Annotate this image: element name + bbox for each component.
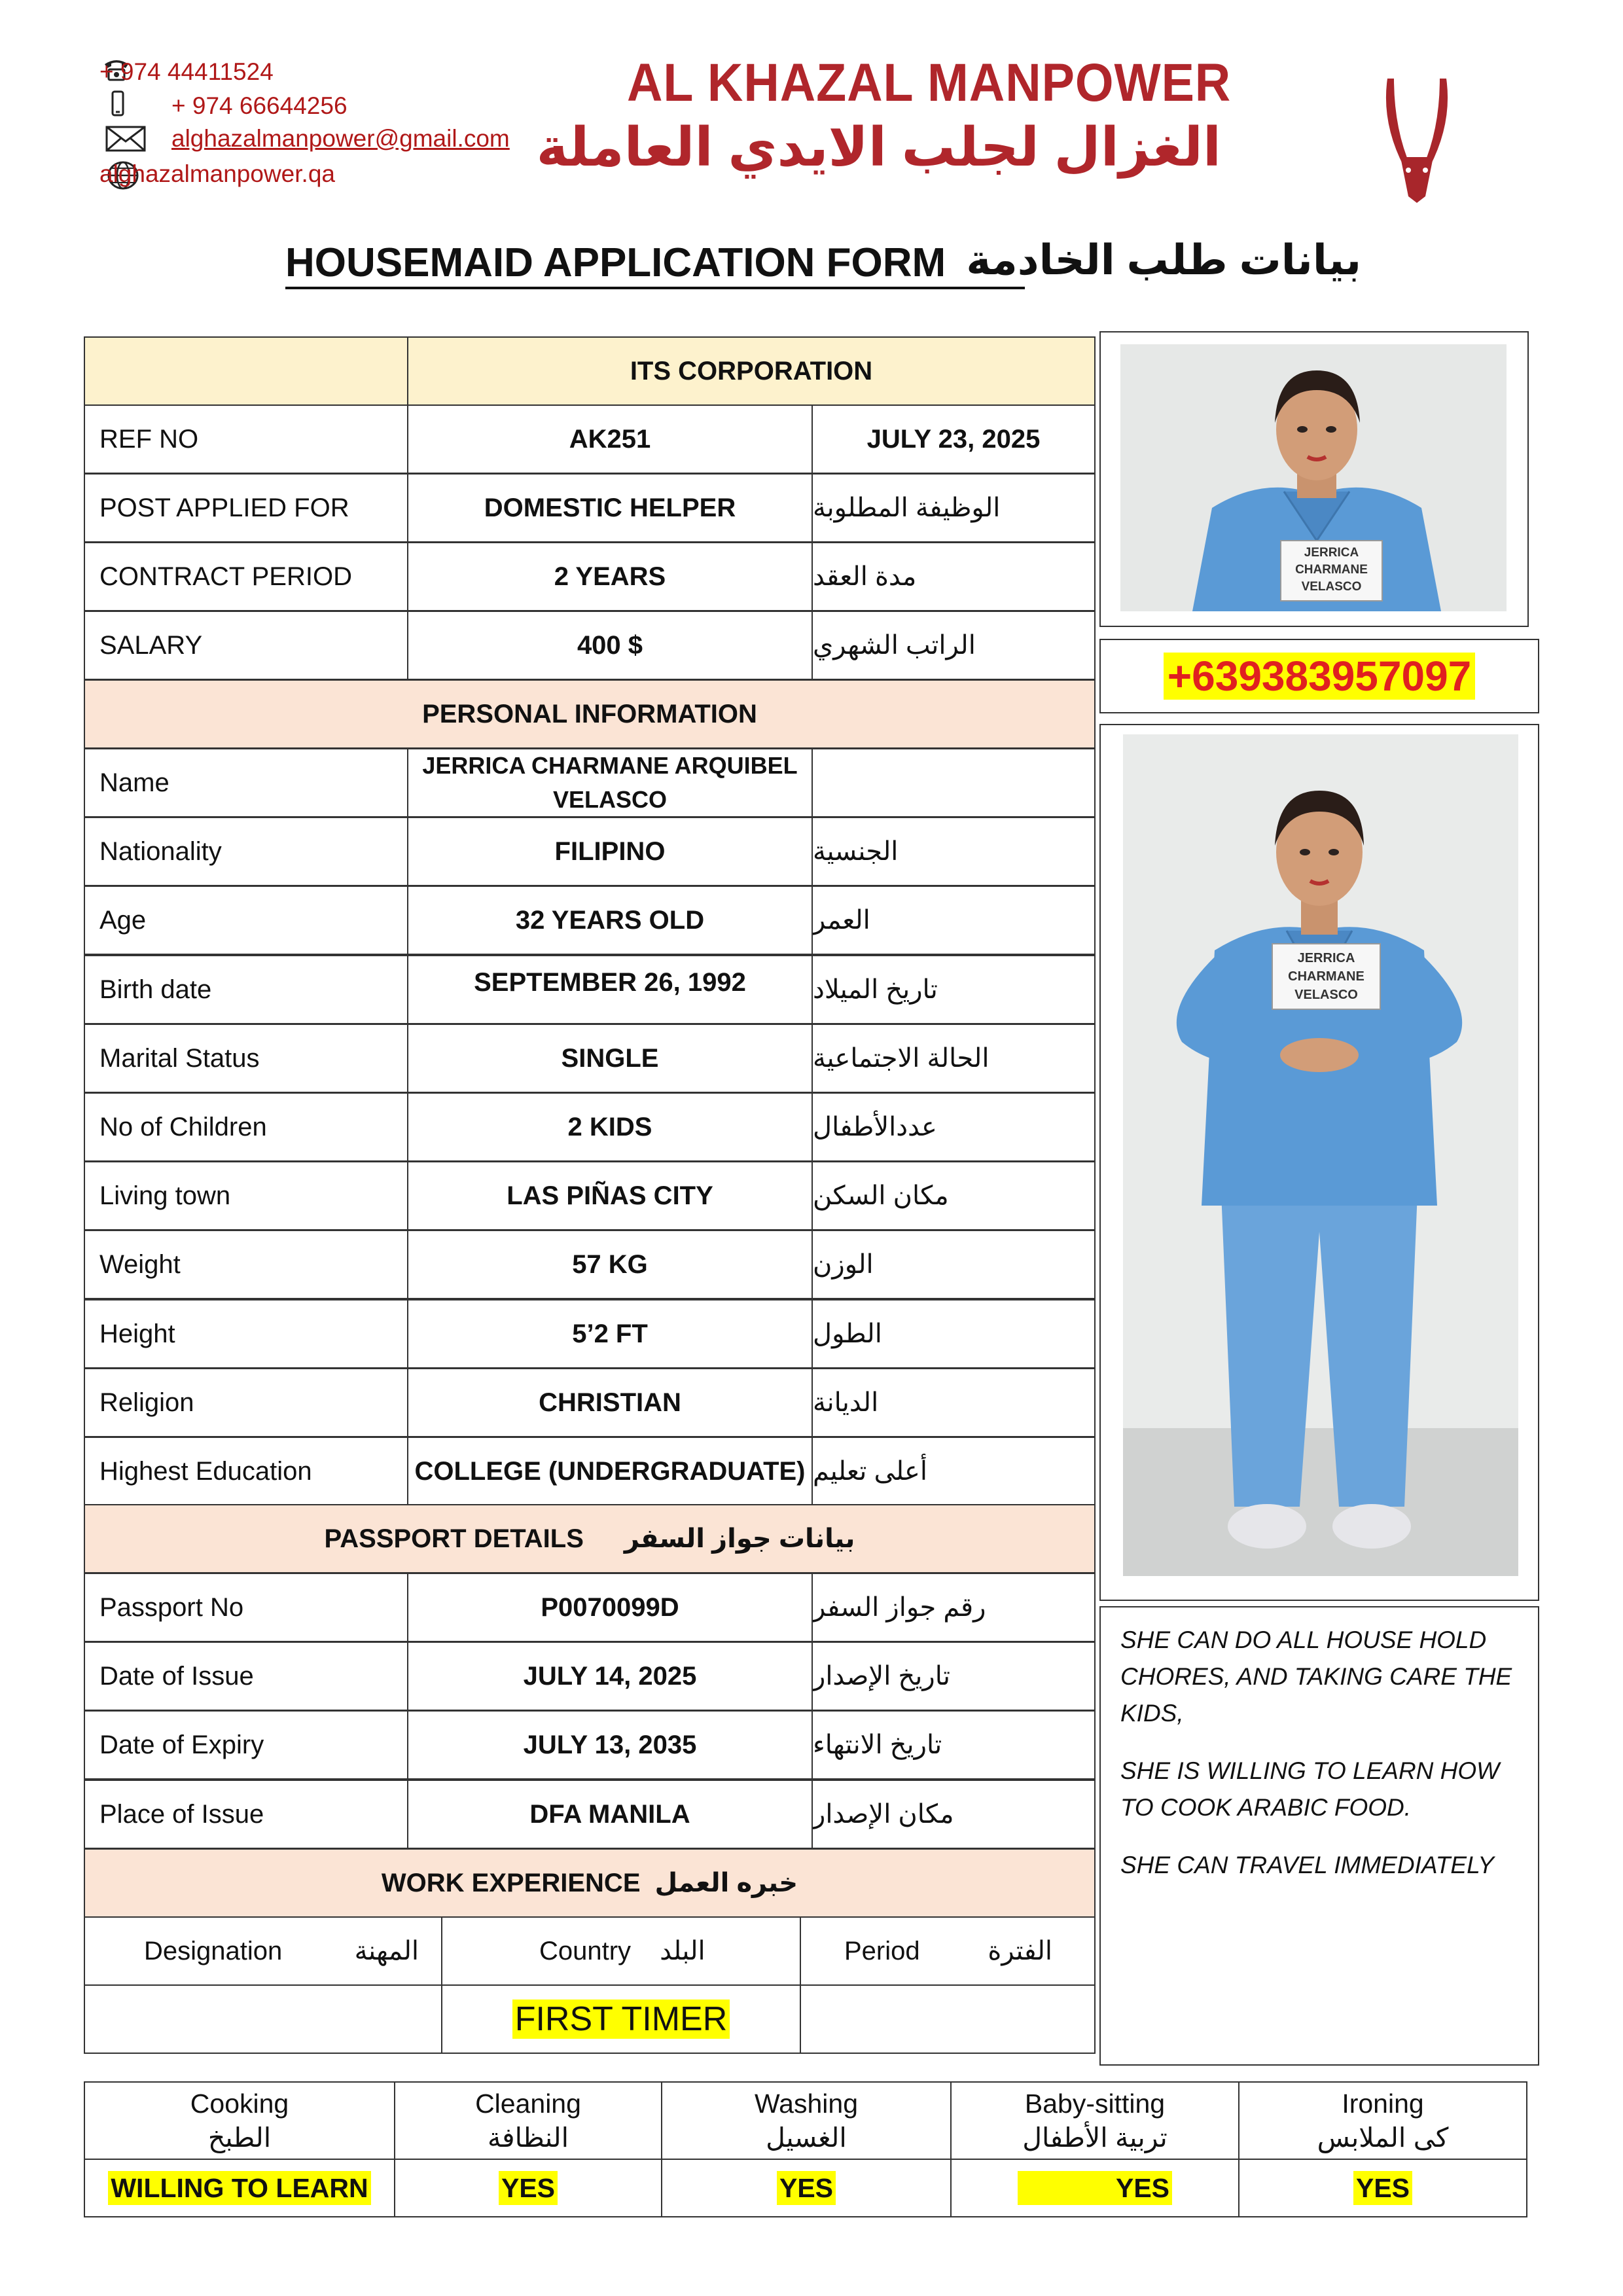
form-title-en: HOUSEMAID APPLICATION FORM bbox=[285, 240, 946, 285]
contact-block bbox=[0, 0, 589, 209]
passport-row-value: P0070099D bbox=[407, 1573, 813, 1642]
portrait-badge-line3: VELASCO bbox=[1301, 580, 1362, 594]
personal-row-label-ar: أعلى تعليم bbox=[812, 1437, 1096, 1506]
skill-header bbox=[661, 2081, 952, 2160]
work-col-period bbox=[800, 1916, 1096, 1986]
passport-row-label: Passport No bbox=[84, 1573, 408, 1642]
work-col-period-en: Period bbox=[844, 1936, 920, 1965]
personal-row-label: Weight bbox=[84, 1230, 408, 1299]
work-col-country-en: Country bbox=[539, 1936, 632, 1965]
personal-row-label-ar: تاريخ الميلاد bbox=[812, 955, 1096, 1024]
personal-row-label-ar: الوزن bbox=[812, 1230, 1096, 1299]
brand-name-ar: الغزال لجلب الايدي العاملة bbox=[536, 118, 1221, 177]
fullbody-badge-line1: JERRICA bbox=[1297, 951, 1355, 965]
work-col-designation bbox=[84, 1916, 442, 1986]
skill-value: YES bbox=[777, 2171, 836, 2205]
passport-row-label-ar: مكان الإصدار bbox=[812, 1780, 1096, 1849]
personal-row-label: Birth date bbox=[84, 955, 408, 1024]
passport-row-value: JULY 13, 2035 bbox=[407, 1710, 813, 1780]
work-header-ar: خبره العمل bbox=[654, 1869, 798, 1897]
ref-date: JULY 23, 2025 bbox=[812, 404, 1096, 474]
skill-name-ar: الطبخ bbox=[207, 2123, 272, 2153]
skill-name-ar: تربية الأطفال bbox=[1022, 2123, 1168, 2153]
skill-header bbox=[950, 2081, 1240, 2160]
passport-details-header bbox=[84, 1504, 1096, 1573]
fullbody-badge-line2: CHARMANE bbox=[1288, 969, 1364, 984]
personal-row-label: Highest Education bbox=[84, 1437, 408, 1506]
personal-row-label-ar: الحالة الاجتماعية bbox=[812, 1024, 1096, 1093]
portrait-name-badge bbox=[1282, 545, 1381, 596]
skill-header bbox=[394, 2081, 662, 2160]
personal-info-header: PERSONAL INFORMATION bbox=[84, 679, 1096, 749]
contact-phone-number[interactable]: +639383957097 bbox=[1164, 653, 1476, 700]
job-row-label: CONTRACT PERIOD bbox=[84, 542, 408, 611]
landline-number: + 974 44411524 bbox=[99, 58, 274, 85]
personal-row-value: JERRICA CHARMANE ARQUIBEL VELASCO bbox=[407, 748, 813, 817]
passport-row-value: JULY 14, 2025 bbox=[407, 1641, 813, 1711]
applicant-notes bbox=[1099, 1606, 1539, 2066]
skill-name-en: Baby-sitting bbox=[1024, 2089, 1166, 2119]
personal-row-value: SEPTEMBER 26, 1992 bbox=[407, 955, 813, 1024]
title-underline bbox=[285, 287, 1025, 289]
portrait-badge-line1: JERRICA bbox=[1304, 546, 1359, 560]
passport-header-ar: بيانات جواز السفر bbox=[624, 1524, 855, 1553]
personal-row-label: Living town bbox=[84, 1161, 408, 1230]
personal-row-value: 5’2 FT bbox=[407, 1299, 813, 1369]
form-title-ar: بيانات طلب الخادمة bbox=[966, 236, 1361, 283]
personal-row-value: 32 YEARS OLD bbox=[407, 886, 813, 955]
job-row-label-ar: مدة العقد bbox=[812, 542, 1096, 611]
job-row-value: 400 $ bbox=[407, 611, 813, 680]
email-link[interactable]: alghazalmanpower@gmail.com bbox=[171, 125, 510, 152]
passport-row-label-ar: رقم جواز السفر bbox=[812, 1573, 1096, 1642]
personal-row-label: Height bbox=[84, 1299, 408, 1369]
note-travel: SHE CAN TRAVEL IMMEDIATELY bbox=[1120, 1852, 1494, 1878]
work-col-period-ar: الفترة bbox=[988, 1937, 1052, 1965]
personal-row-label-ar: الطول bbox=[812, 1299, 1096, 1369]
note-cooking: SHE IS WILLING TO LEARN HOW TO COOK ARABIC FOOD. bbox=[1120, 1757, 1500, 1821]
job-row-value: DOMESTIC HELPER bbox=[407, 473, 813, 543]
personal-row-label-ar: العمر bbox=[812, 886, 1096, 955]
personal-row-label: Age bbox=[84, 886, 408, 955]
skill-name-ar: کی الملابس bbox=[1317, 2123, 1449, 2153]
personal-row-label-ar: عددالأطفال bbox=[812, 1092, 1096, 1162]
skill-name-ar: النظافة bbox=[488, 2123, 569, 2153]
personal-row-label: Nationality bbox=[84, 817, 408, 886]
personal-row-value: FILIPINO bbox=[407, 817, 813, 886]
personal-row-label: Religion bbox=[84, 1368, 408, 1437]
passport-row-label: Date of Expiry bbox=[84, 1710, 408, 1780]
work-value-country bbox=[441, 1984, 801, 2054]
work-col-country-ar: البلد bbox=[660, 1937, 705, 1965]
skill-value-cell bbox=[394, 2159, 662, 2217]
first-timer-label: FIRST TIMER bbox=[512, 2000, 730, 2039]
personal-row-value: SINGLE bbox=[407, 1024, 813, 1093]
envelope-icon bbox=[105, 124, 147, 153]
corporation-spacer bbox=[84, 336, 408, 406]
work-value-period bbox=[800, 1984, 1096, 2054]
personal-row-label-ar: مكان السكن bbox=[812, 1161, 1096, 1230]
skill-value: YES bbox=[1018, 2171, 1172, 2205]
passport-row-label: Place of Issue bbox=[84, 1780, 408, 1849]
note-household: SHE CAN DO ALL HOUSE HOLD CHORES, AND TAKING CARE THE KIDS, bbox=[1120, 1626, 1512, 1727]
fullbody-badge-line3: VELASCO bbox=[1294, 988, 1358, 1002]
mobile-number: + 974 66644256 bbox=[171, 92, 348, 119]
skill-header bbox=[84, 2081, 395, 2160]
skill-name-en: Ironing bbox=[1342, 2089, 1424, 2119]
personal-row-value: 2 KIDS bbox=[407, 1092, 813, 1162]
passport-row-label-ar: تاريخ الإصدار bbox=[812, 1641, 1096, 1711]
corporation-name: ITS CORPORATION bbox=[407, 336, 1096, 406]
skill-value: YES bbox=[499, 2171, 558, 2205]
job-row-label: POST APPLIED FOR bbox=[84, 473, 408, 543]
personal-row-label: Marital Status bbox=[84, 1024, 408, 1093]
portrait-badge-line2: CHARMANE bbox=[1295, 563, 1368, 577]
job-row-label-ar: الوظيفة المطلوبة bbox=[812, 473, 1096, 543]
fullbody-photo bbox=[1123, 734, 1518, 1576]
gazelle-logo-icon bbox=[1374, 72, 1459, 203]
work-col-designation-ar: المهنة bbox=[354, 1937, 419, 1965]
work-col-country bbox=[441, 1916, 801, 1986]
job-row-value: 2 YEARS bbox=[407, 542, 813, 611]
ref-label: REF NO bbox=[84, 404, 408, 474]
skill-value-cell bbox=[84, 2159, 395, 2217]
website-link[interactable]: alghazalmanpower.qa bbox=[99, 160, 335, 187]
passport-row-label: Date of Issue bbox=[84, 1641, 408, 1711]
skill-value-cell bbox=[1238, 2159, 1527, 2217]
fullbody-name-badge bbox=[1274, 949, 1379, 1004]
skill-value-cell bbox=[661, 2159, 952, 2217]
job-row-label: SALARY bbox=[84, 611, 408, 680]
passport-row-value: DFA MANILA bbox=[407, 1780, 813, 1849]
personal-row-label-ar bbox=[812, 748, 1096, 817]
passport-header-en: PASSPORT DETAILS bbox=[324, 1524, 584, 1553]
mobile-icon bbox=[105, 89, 131, 118]
work-experience-header bbox=[84, 1848, 1096, 1918]
personal-row-label: Name bbox=[84, 748, 408, 817]
work-col-designation-en: Designation bbox=[144, 1936, 283, 1965]
personal-row-value: LAS PIÑAS CITY bbox=[407, 1161, 813, 1230]
skill-header bbox=[1238, 2081, 1527, 2160]
personal-row-label: No of Children bbox=[84, 1092, 408, 1162]
work-header-en: WORK EXPERIENCE bbox=[381, 1868, 641, 1897]
personal-row-value: COLLEGE (UNDERGRADUATE) bbox=[407, 1437, 813, 1506]
work-value-designation bbox=[84, 1984, 442, 2054]
job-row-label-ar: الراتب الشهري bbox=[812, 611, 1096, 680]
contact-phone-box bbox=[1099, 639, 1539, 713]
skill-name-en: Cooking bbox=[190, 2089, 289, 2119]
passport-row-label-ar: تاريخ الانتهاء bbox=[812, 1710, 1096, 1780]
portrait-photo bbox=[1120, 344, 1507, 611]
personal-row-value: CHRISTIAN bbox=[407, 1368, 813, 1437]
personal-row-label-ar: الجنسية bbox=[812, 817, 1096, 886]
skill-value: YES bbox=[1353, 2171, 1412, 2205]
ref-value: AK251 bbox=[407, 404, 813, 474]
skill-value: WILLING TO LEARN bbox=[108, 2171, 370, 2205]
skill-name-en: Cleaning bbox=[475, 2089, 581, 2119]
brand-name-en: AL KHAZAL MANPOWER bbox=[627, 53, 1232, 113]
personal-row-value: 57 KG bbox=[407, 1230, 813, 1299]
skill-name-en: Washing bbox=[755, 2089, 858, 2119]
skill-value-cell bbox=[950, 2159, 1240, 2217]
skill-name-ar: الغسيل bbox=[766, 2123, 847, 2153]
personal-row-label-ar: الديانة bbox=[812, 1368, 1096, 1437]
